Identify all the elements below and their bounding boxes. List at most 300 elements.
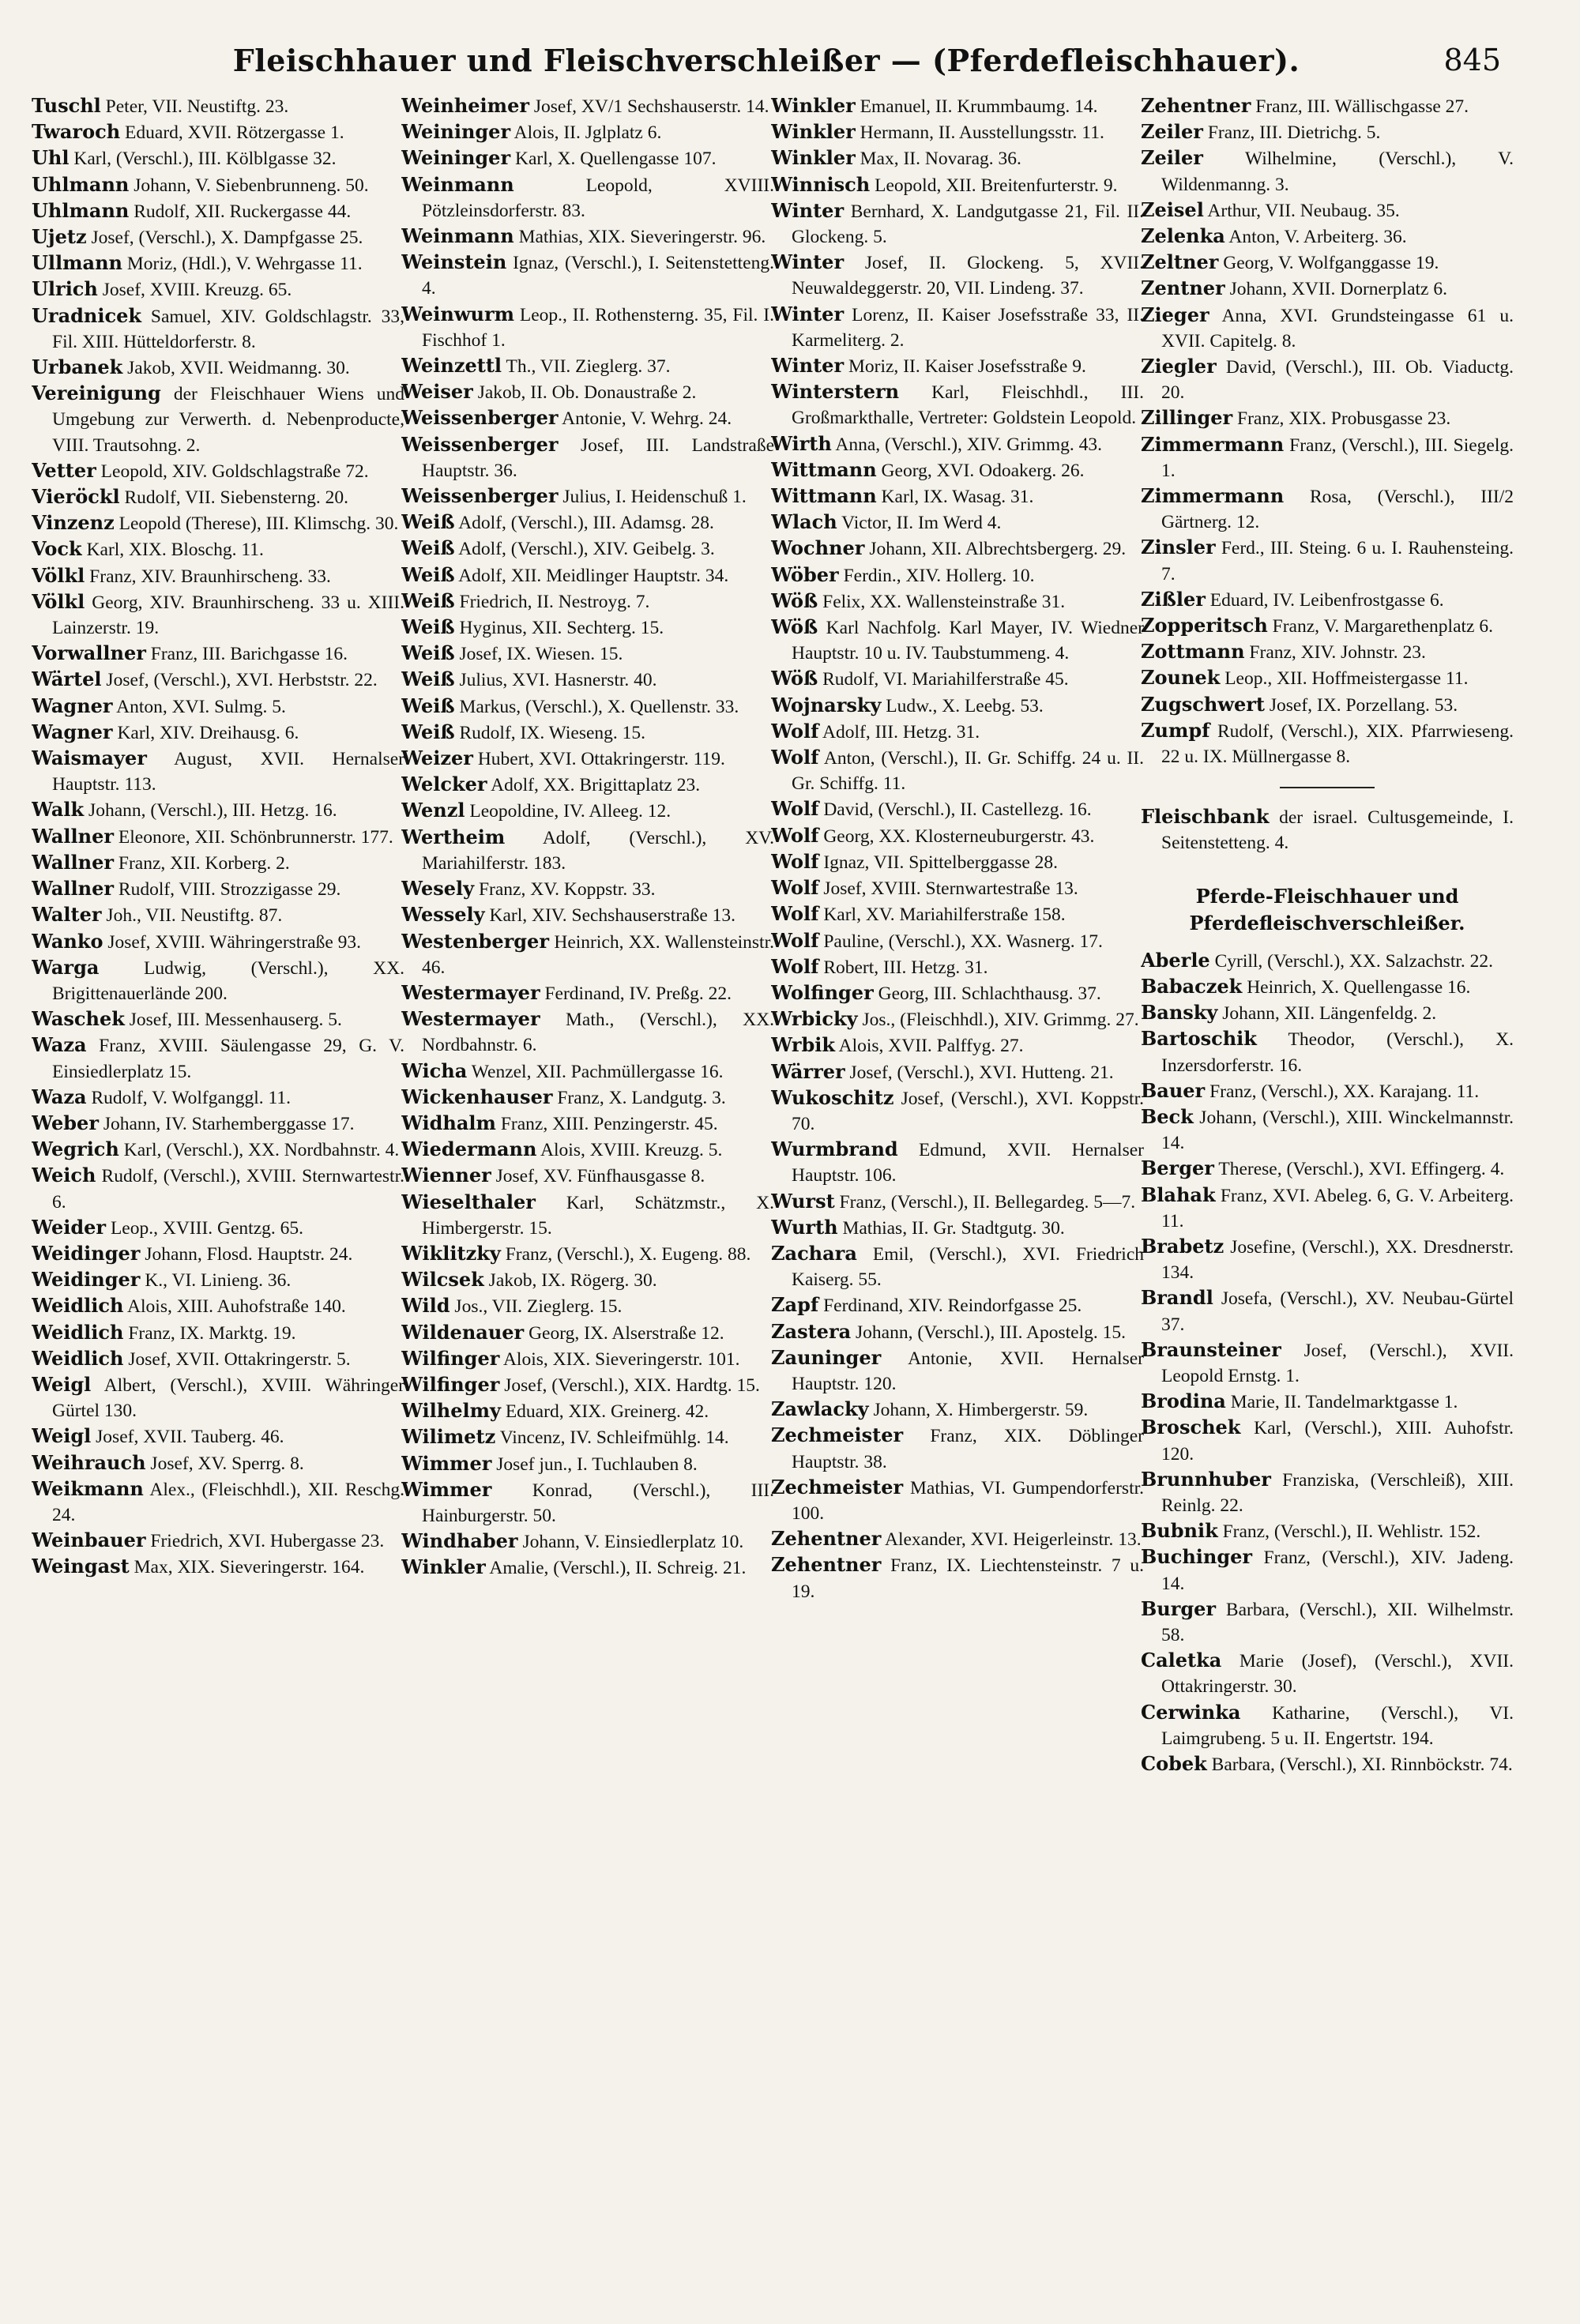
entry-name: Weiß (401, 694, 455, 717)
entry-details: Julius, I. Heidenschuß 1. (558, 487, 747, 508)
entry-details: Arthur, VII. Neubaug. 35. (1203, 200, 1400, 221)
entry-details: Karl, XIV. Sechshauserstraße 13. (484, 905, 736, 927)
directory-entry (1141, 1415, 1514, 1466)
entry-details: Th., VII. Zieglerg. 37. (502, 356, 671, 378)
directory-entry (1141, 1026, 1514, 1077)
directory-entry (1141, 974, 1514, 1000)
entry-details: Jos., VII. Zieglerg. 15. (450, 1296, 623, 1318)
directory-entry (1141, 250, 1514, 276)
directory-entry (401, 1241, 774, 1267)
directory-entry (401, 379, 774, 405)
entry-details: Julius, XVI. Hasnerstr. 40. (454, 670, 657, 691)
directory-entry (401, 772, 774, 798)
entry-details: Johann, XII. Albrechtsbergerg. 29. (864, 539, 1127, 560)
directory-entry (1141, 405, 1514, 431)
entry-details: Georg, XX. Klosterneuburgerstr. 43. (818, 825, 1095, 847)
directory-entry (32, 145, 404, 171)
entry-details: Franz, (Verschl.), XIV. Jadeng. 14. (1161, 1547, 1514, 1594)
entry-details: Franz, IX. Liechtensteinstr. 7 u. 19. (792, 1555, 1144, 1602)
entry-details: Joh., VII. Neustiftg. 87. (101, 905, 283, 927)
entry-name: Wolf (771, 876, 819, 900)
entry-details: Georg, XIV. Braunhirscheng. 33 u. XIII. Lainzerstr. 19. (52, 592, 404, 639)
entry-name: Wolf (771, 849, 819, 873)
entry-details: Franziska, (Verschleiß), XIII. Reinlg. 22. (1161, 1469, 1514, 1516)
entry-name: Burger (1141, 1596, 1217, 1620)
directory-entry (771, 1006, 1144, 1032)
entry-details: Josef, (Verschl.), X. Dampfgasse 25. (86, 228, 363, 249)
directory-entry (771, 93, 1144, 119)
entry-details: Josef, XVIII. Sternwartestraße 13. (818, 878, 1078, 900)
entry-name: Zeiler (1141, 146, 1203, 170)
directory-entry (401, 1451, 774, 1477)
directory-entry (1141, 1751, 1514, 1777)
entry-name: Wallner (32, 824, 115, 848)
entry-details: Ferdin., XIV. Hollerg. 10. (838, 565, 1035, 586)
directory-entry (401, 746, 774, 772)
entry-name: Windhaber (401, 1529, 518, 1553)
entry-name: Weiß (401, 720, 455, 743)
entry-details: Hubert, XVI. Ottakringerstr. 119. (472, 749, 725, 770)
directory-entry (1141, 613, 1514, 639)
directory-entry (401, 980, 774, 1006)
entry-details: Alois, XIII. Auhofstraße 140. (123, 1296, 346, 1318)
directory-entry (401, 1398, 774, 1424)
entry-name: Fleischbank (1141, 805, 1270, 829)
entry-name: Weich (32, 1164, 96, 1187)
entry-name: Wöß (771, 667, 818, 690)
directory-entry (771, 198, 1144, 250)
entry-name: Walter (32, 903, 102, 927)
directory-entry (771, 980, 1144, 1006)
directory-entry (401, 250, 774, 301)
entry-details: Jakob, XVII. Weidmanng. 30. (122, 358, 350, 379)
entry-details: Franz, XIV. Johnstr. 23. (1244, 642, 1426, 664)
directory-entry (401, 1085, 774, 1111)
entry-details: Vincenz, IV. Schleifmühlg. 14. (495, 1427, 729, 1449)
entry-name: Beck (1141, 1104, 1194, 1128)
entry-details: Josef, XV/1 Sechshauserstr. 14. (529, 96, 769, 117)
directory-entry (771, 796, 1144, 822)
entry-details: Johann, (Verschl.), III. Hetzg. 16. (84, 800, 337, 822)
entry-name: Wurmbrand (771, 1138, 898, 1161)
entry-name: Zehentner (771, 1553, 882, 1577)
directory-entry (401, 483, 774, 510)
entry-name: Wilhelmy (401, 1399, 501, 1423)
entry-details: Franz, V. Margarethenplatz 6. (1267, 616, 1493, 637)
entry-details: Robert, III. Hetzg. 31. (818, 957, 988, 978)
entry-name: Wiedermann (401, 1138, 537, 1161)
entry-details: Franz, (Verschl.), II. Bellegardeg. 5—7. (834, 1191, 1136, 1213)
entry-details: Marie, II. Tandelmarktgasse 1. (1225, 1392, 1458, 1413)
entry-name: Wenzl (401, 799, 465, 822)
directory-entry (771, 457, 1144, 483)
entry-details: Rosa, (Verschl.), III/2 Gärtnerg. 12. (1161, 487, 1514, 533)
entry-name: Wimmer (401, 1477, 492, 1501)
directory-entry (1141, 93, 1514, 119)
entry-name: Uhl (32, 146, 70, 170)
directory-entry (32, 1528, 404, 1554)
entry-details: Peter, VII. Neustiftg. 23. (100, 96, 289, 117)
entry-name: Waismayer (32, 746, 147, 770)
entry-details: Josef, XVIII. Währingerstraße 93. (103, 931, 362, 953)
directory-entry (32, 929, 404, 955)
directory-entry (32, 955, 404, 1006)
entry-details: Johann, (Verschl.), III. Apostelg. 15. (851, 1322, 1127, 1343)
entry-name: Wienner (401, 1164, 491, 1187)
entry-details: Ignaz, (Verschl.), I. Seitenstetteng. 4. (422, 253, 774, 299)
entry-details: Josef, IX. Wiesen. 15. (454, 644, 623, 665)
entry-name: Weidinger (32, 1241, 141, 1265)
entry-name: Weinmann (401, 224, 514, 248)
entry-details: Edmund, XVII. Hernalser Hauptstr. 106. (792, 1140, 1144, 1186)
entry-details: Franz, XV. Koppstr. 33. (474, 879, 656, 901)
entry-name: Zechmeister (771, 1423, 904, 1447)
directory-entry (32, 720, 404, 746)
entry-details: Adolf, III. Hetzg. 31. (818, 721, 980, 743)
entry-details: Franz, (Verschl.), III. Siegelg. 1. (1161, 434, 1514, 481)
entry-name: Wolf (771, 746, 819, 769)
entry-details: Samuel, XIV. Goldschlagstr. 33, Fil. XIII. Hütteldorferstr. 8. (52, 306, 404, 352)
directory-entry (401, 145, 774, 171)
entry-name: Völkl (32, 589, 85, 613)
entry-details: Josef, III. Messenhauserg. 5. (124, 1010, 342, 1031)
directory-entry (771, 1059, 1144, 1085)
entry-name: Weizer (401, 746, 473, 770)
entry-name: Wolf (771, 719, 819, 743)
entry-details: Ludwig, (Verschl.), XX. Brigittenauerlände 200. (52, 957, 404, 1004)
entry-name: Weiß (401, 510, 455, 534)
entry-name: Babaczek (1141, 974, 1243, 998)
entry-name: Weingast (32, 1555, 130, 1578)
entry-name: Wild (401, 1294, 450, 1318)
entry-name: Tuschl (32, 94, 101, 117)
entry-details: Mathias, VI. Gumpendorferstr. 100. (792, 1477, 1144, 1524)
directory-entry (401, 1346, 774, 1372)
entry-details: Franz, XIII. Penzingerstr. 45. (495, 1113, 718, 1134)
entry-name: Wilfinger (401, 1346, 500, 1370)
directory-entry (401, 172, 774, 224)
entry-details: Eduard, XIX. Greinerg. 42. (500, 1401, 709, 1423)
entry-details: Adolf, XX. Brigittaplatz 23. (487, 775, 701, 796)
entry-name: Wittmann (771, 457, 877, 481)
entry-details: Karl Nachfolg. Karl Mayer, IV. Wiedner Hauptstr. 10 u. IV. Taubstummeng. 4. (792, 618, 1144, 664)
directory-entry (771, 119, 1144, 145)
entry-name: Brandl (1141, 1286, 1213, 1310)
directory-entry (1141, 1337, 1514, 1389)
entry-name: Bauer (1141, 1078, 1206, 1102)
directory-entry (401, 876, 774, 902)
entry-name: Wöber (771, 562, 839, 586)
entry-name: Caletka (1141, 1649, 1222, 1672)
entry-details: Josef, XV. Fünfhausgasse 8. (491, 1166, 705, 1187)
directory-entry (771, 431, 1144, 457)
directory-entry (401, 1190, 774, 1241)
entry-name: Zeisel (1141, 197, 1204, 221)
entry-details: Josef, IX. Porzellang. 53. (1264, 694, 1458, 716)
entry-details: Leopoldine, IV. Alleeg. 12. (465, 801, 672, 822)
entry-details: Josef jun., I. Tuchlauben 8. (491, 1453, 698, 1475)
entry-details: Anton, V. Arbeiterg. 36. (1224, 227, 1407, 248)
directory-entry (32, 1215, 404, 1241)
entry-name: Winnisch (771, 172, 871, 196)
entry-details: Alois, XVIII. Kreuzg. 5. (536, 1140, 723, 1161)
directory-entry (32, 536, 404, 562)
directory-entry (401, 562, 774, 589)
entry-name: Warga (32, 955, 100, 979)
directory-entry (771, 901, 1144, 927)
entry-details: Alexander, XVI. Heigerleinstr. 13. (881, 1529, 1142, 1551)
entry-details: Karl, Schätzmstr., X. Himbergerstr. 15. (422, 1192, 774, 1239)
entry-name: Zachara (771, 1241, 857, 1265)
entry-name: Wickenhauser (401, 1085, 553, 1108)
directory-entry (1141, 1389, 1514, 1415)
entry-name: Wochner (771, 536, 865, 560)
directory-entry (771, 379, 1144, 431)
entry-name: Zillinger (1141, 406, 1233, 430)
entry-name: Weigl (32, 1372, 92, 1396)
entry-name: Zeltner (1141, 250, 1219, 274)
entry-name: Zentner (1141, 276, 1225, 300)
directory-entry (771, 615, 1144, 666)
directory-entry (32, 1372, 404, 1423)
directory-entry (1141, 535, 1514, 586)
entry-name: Zastera (771, 1319, 852, 1343)
entry-details: Georg, IX. Alserstraße 12. (524, 1322, 724, 1344)
entry-name: Berger (1141, 1156, 1214, 1180)
entry-details: Alois, XIX. Sieveringerstr. 101. (499, 1348, 740, 1370)
entry-details: Johann, IV. Starhemberggasse 17. (98, 1113, 355, 1134)
entry-name: Zimmermann (1141, 432, 1285, 456)
directory-entry (771, 719, 1144, 745)
entry-details: Josef, XV. Sperrg. 8. (145, 1453, 304, 1474)
entry-name: Winter (771, 302, 845, 325)
entry-details: Ferdinand, XIV. Reindorfgasse 25. (818, 1295, 1082, 1317)
entry-name: Völkl (32, 563, 85, 587)
directory-entry (771, 1032, 1144, 1059)
entry-details: Markus, (Verschl.), X. Quellenstr. 33. (454, 696, 739, 717)
directory-entry (771, 693, 1144, 719)
directory-entry (1141, 1648, 1514, 1699)
directory-entry (401, 1372, 774, 1398)
entry-details: Rudolf, (Verschl.), XIX. Pfarrwieseng. 22 u. IX. Müllnergasse 8. (1161, 720, 1514, 768)
entry-details: Leopold, XVIII. Pötzleinsdorferstr. 83. (422, 175, 774, 221)
directory-entry (401, 1293, 774, 1319)
entry-name: Ullmann (32, 251, 123, 275)
entry-name: Weidlich (32, 1346, 124, 1370)
entry-details: Georg, III. Schlachthausg. 37. (873, 983, 1101, 1004)
entry-details: Barbara, (Verschl.), XI. Rinnböckstr. 74. (1206, 1754, 1513, 1775)
entry-name: Buchinger (1141, 1545, 1253, 1569)
entry-details: Rudolf, VII. Siebensterng. 20. (119, 487, 348, 509)
entry-details: Franz, III. Dietrichg. 5. (1202, 122, 1381, 144)
entry-details: Leopold, XII. Breitenfurterstr. 9. (870, 175, 1118, 196)
entry-name: Welcker (401, 773, 487, 796)
entry-details: Wenzel, XII. Pachmüllergasse 16. (467, 1061, 724, 1082)
entry-name: Westermayer (401, 980, 540, 1004)
directory-entry (1141, 1518, 1514, 1544)
directory-entry (401, 93, 774, 119)
entry-details: Leop., XVIII. Gentzg. 65. (106, 1217, 304, 1239)
entry-name: Wimmer (401, 1451, 492, 1475)
directory-entry (32, 1006, 404, 1032)
entry-details: Josef, (Verschl.), XVI. Koppstr. 70. (792, 1088, 1144, 1134)
entry-details: Franz, X. Landgutg. 3. (552, 1087, 726, 1108)
directory-entry (1141, 804, 1514, 856)
entry-details: Alex., (Fleischhdl.), XII. Reschg. 24. (52, 1479, 404, 1525)
entry-name: Winter (771, 198, 845, 222)
entry-details: Karl, XIV. Dreihausg. 6. (112, 722, 299, 743)
directory-entry (401, 720, 774, 746)
entry-name: Wildenauer (401, 1320, 525, 1344)
entry-name: Winter (771, 250, 845, 274)
entry-name: Wilimetz (401, 1425, 496, 1449)
directory-entry (771, 510, 1144, 536)
entry-details: Emil, (Verschl.), XVI. Friedrich Kaiserg. 55. (792, 1243, 1144, 1291)
directory-entry (401, 224, 774, 250)
entry-name: Winkler (771, 94, 856, 117)
entry-details: Josef, XVII. Tauberg. 46. (91, 1427, 284, 1448)
entry-name: Zottmann (1141, 640, 1245, 664)
entry-name: Weinheimer (401, 94, 529, 117)
directory-entry (32, 563, 404, 589)
entry-name: Braunsteiner (1141, 1337, 1281, 1361)
directory-entry (1141, 145, 1514, 197)
directory-entry (32, 1450, 404, 1476)
directory-entry (771, 1397, 1144, 1423)
entry-name: Ujetz (32, 225, 87, 249)
section-divider (1280, 787, 1375, 788)
entry-name: Cerwinka (1141, 1700, 1241, 1724)
entry-name: Weikmann (32, 1476, 144, 1500)
entry-details: Eleonore, XII. Schönbrunnerstr. 177. (114, 826, 393, 848)
directory-entry (32, 484, 404, 510)
entry-name: Zopperitsch (1141, 614, 1268, 637)
entry-details: Rudolf, (Verschl.), XVIII. Sternwartestr. 6. (52, 1166, 404, 1213)
entry-details: Friedrich, XVI. Hubergasse 23. (145, 1531, 385, 1552)
entry-details: Moriz, II. Kaiser Josefsstraße 9. (844, 356, 1086, 378)
directory-entry (771, 1345, 1144, 1397)
directory-entry (401, 798, 774, 824)
directory-entry (401, 1555, 774, 1581)
directory-entry (401, 353, 774, 379)
directory-entry (32, 381, 404, 458)
entry-details: Hyginus, XII. Sechterg. 15. (454, 618, 664, 639)
directory-entry (32, 589, 404, 641)
directory-entry (771, 536, 1144, 562)
entry-name: Wolf (771, 823, 819, 847)
entry-name: Weininger (401, 146, 511, 170)
directory-entry (32, 1163, 404, 1214)
entry-name: Uhlmann (32, 172, 130, 196)
directory-entry (401, 902, 774, 928)
entry-details: Friedrich, II. Nestroyg. 7. (454, 591, 650, 612)
directory-entry (32, 876, 404, 902)
entry-details: Johann, XII. Längenfeldg. 2. (1217, 1003, 1437, 1025)
directory-entry (32, 1554, 404, 1580)
entry-name: Urbanek (32, 355, 123, 379)
entry-details: Adolf, XII. Meidlinger Hauptstr. 34. (454, 565, 729, 586)
entry-name: Zauninger (771, 1345, 882, 1369)
entry-details: Franz, III. Barichgasse 16. (145, 644, 348, 665)
directory-entry (771, 1085, 1144, 1137)
directory-entry (32, 1293, 404, 1319)
directory-entry (401, 667, 774, 693)
entry-details: Josef, (Verschl.), XVII. Leopold Ernstg. 1. (1161, 1340, 1514, 1386)
directory-entry (401, 929, 774, 980)
directory-entry (32, 797, 404, 823)
directory-entry (401, 1477, 774, 1529)
entry-name: Zawlacky (771, 1397, 869, 1421)
directory-entry (771, 172, 1144, 198)
directory-entry (771, 1475, 1144, 1526)
directory-entry (32, 510, 404, 536)
directory-entry (32, 902, 404, 928)
entry-details: Adolf, (Verschl.), XV. Mariahilferstr. 183. (422, 827, 774, 874)
entry-name: Weidlich (32, 1294, 124, 1318)
entry-name: Wolf (771, 928, 819, 952)
entry-name: Wittmann (771, 484, 877, 508)
entry-details: Ferd., III. Steing. 6 u. I. Rauhensteing. 7. (1161, 538, 1514, 585)
entry-name: Wilfinger (401, 1372, 500, 1396)
entry-details: Franz, (Verschl.), X. Eugeng. 88. (500, 1243, 751, 1265)
directory-entry (1141, 432, 1514, 483)
entry-details: Karl, IX. Wasag. 31. (876, 487, 1034, 508)
directory-entry (1141, 1544, 1514, 1596)
page-title: Fleischhauer und Fleischverschleißer — (Pferdefleischhauer). (232, 43, 1300, 78)
entry-name: Aberle (1141, 948, 1210, 972)
entry-details: Franz, (Verschl.), II. Wehlistr. 152. (1217, 1521, 1481, 1543)
entry-name: Bubnik (1141, 1519, 1218, 1543)
entry-name: Weiß (401, 667, 455, 691)
directory-entry (32, 458, 404, 484)
entry-details: Heinrich, X. Quellengasse 16. (1242, 976, 1471, 998)
entry-name: Brodina (1141, 1390, 1226, 1413)
entry-name: Brunnhuber (1141, 1467, 1271, 1491)
entry-name: Wolf (771, 797, 819, 821)
directory-entry (32, 824, 404, 850)
directory-entry (1141, 1596, 1514, 1648)
entry-details: Georg, XVI. Odoakerg. 26. (876, 460, 1085, 481)
entry-details: Georg, V. Wolfganggasse 19. (1218, 253, 1439, 274)
entry-name: Uhlmann (32, 198, 130, 222)
directory-entry (1141, 119, 1514, 145)
page-number: 845 (1443, 43, 1501, 77)
entry-name: Wessely (401, 903, 485, 927)
directory-entry (32, 93, 404, 119)
entry-name: Weidlich (32, 1320, 124, 1344)
entry-details: Adolf, (Verschl.), III. Adamsg. 28. (454, 513, 714, 534)
entry-details: Ludw., X. Leebg. 53. (881, 695, 1044, 716)
entry-details: Emanuel, II. Krummbaumg. 14. (855, 96, 1098, 117)
entry-name: Wurth (771, 1215, 838, 1239)
directory-entry (771, 849, 1144, 875)
entry-details: Johann, XVII. Dornerplatz 6. (1224, 279, 1447, 300)
directory-entry (1141, 1234, 1514, 1285)
entry-details: Eduard, IV. Leibenfrostgasse 6. (1205, 589, 1444, 611)
entry-name: Weigl (32, 1424, 92, 1448)
entry-name: Wolf (771, 902, 819, 926)
entry-name: Wojnarsky (771, 693, 882, 716)
entry-name: Twaroch (32, 120, 121, 144)
entry-details: Mathias, XIX. Sieveringerstr. 96. (514, 227, 766, 248)
directory-entry (1141, 1104, 1514, 1156)
entry-details: Josef, (Verschl.), XVI. Herbststr. 22. (101, 670, 378, 691)
entry-details: Josef, III. Landstraße Hauptstr. 36. (422, 434, 774, 481)
entry-details: Max, II. Novarag. 36. (855, 149, 1021, 170)
directory-entry (32, 198, 404, 224)
entry-details: Felix, XX. Wallensteinstraße 31. (818, 591, 1066, 612)
entry-name: Waschek (32, 1007, 125, 1031)
